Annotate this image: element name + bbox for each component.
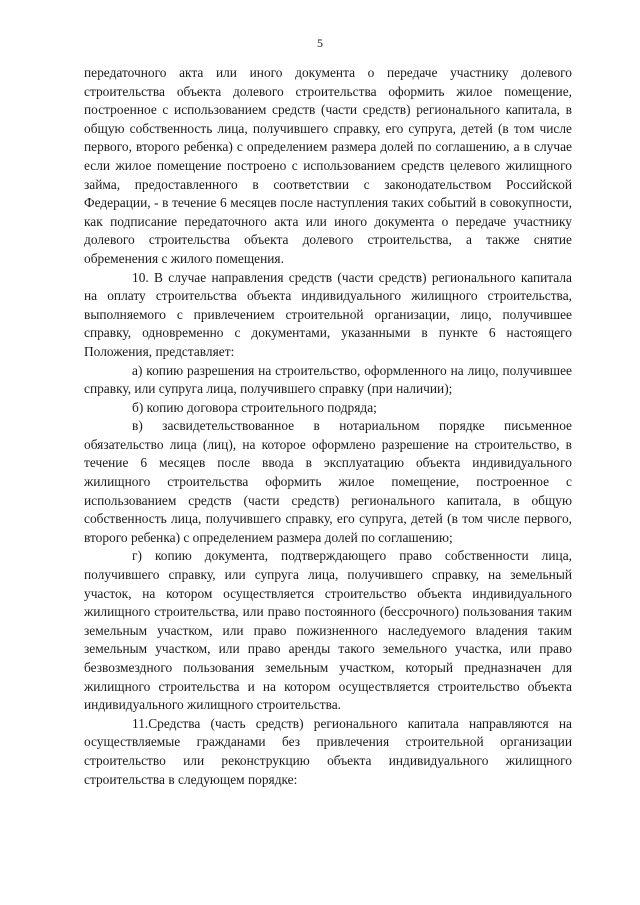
paragraph-subitem-a: а) копию разрешения на строительство, оформленного на лицо, получившее справку, или супруга лица, получившего справку (при наличии);	[84, 362, 572, 397]
paragraph-continuation: передаточного акта или иного документа о передаче участнику долевого строительства объекта долевого строительства оформить жилое помещение, построенное с использованием средств (части средств) регионального капитала, в общую собственность лица, получившего справку, его супруга, детей (в том числе первого, второго ребенка) с определением размера долей по соглашению, а в случае если жилое помещение построено с использованием средств целевого жилищного займа, предоставленного в соответствии с законодательством Российской Федерации, - в течение 6 месяцев после наступления таких событий в совокупности, как подписание передаточного акта или иного документа о передаче участнику долевого строительства объекта долевого строительства, а также снятие обременения с жилого помещения.	[84, 65, 572, 266]
paragraph-item-11: 11.Средства (часть средств) регионального капитала направляются на осуществляемые гражданами без привлечения строительной организации строительство или реконструкцию объекта индивидуального жилищного строительства в следующем порядке:	[84, 715, 572, 787]
paragraph-item-10: 10. В случае направления средств (части средств) регионального капитала на оплату строительства объекта индивидуального жилищного строительства, выполняемого с привлечением строительной организации, лицо, получившее справку, одновременно с документами, указанными в пункте 6 настоящего Положения, представляет:	[84, 269, 572, 359]
document-body	[84, 64, 572, 789]
page-number: 5	[317, 36, 323, 50]
paragraph-subitem-b: б) копию договора строительного подряда;	[132, 399, 377, 415]
paragraph-subitem-v: в) засвидетельствованное в нотариальном порядке письменное обязательство лица (лиц), на которое оформлено разрешение на строительство, в течение 6 месяцев после ввода в эксплуатацию объекта индивидуального жилищного строительства оформить жилое помещение, построенное с использованием средств (части средств) регионального капитала, в общую собственность лица, получившего справку, его супруга, детей (в том числе первого, второго ребенка) с определением размера долей по соглашению;	[84, 418, 572, 545]
paragraph-subitem-g: г) копию документа, подтверждающего право собственности лица, получившего справку, или супруга лица, получившего справку, на земельный участок, на котором осуществляется строительство объекта индивидуального жилищного строительства, или право постоянного (бессрочного) пользования таким земельным участком, или право пожизненного наследуемого владения таким земельным участком, или право аренды такого земельного участка, или право безвозмездного пользования земельным участком, который предназначен для жилищного строительства и на котором осуществляется строительство объекта индивидуального жилищного строительства.	[84, 548, 572, 713]
